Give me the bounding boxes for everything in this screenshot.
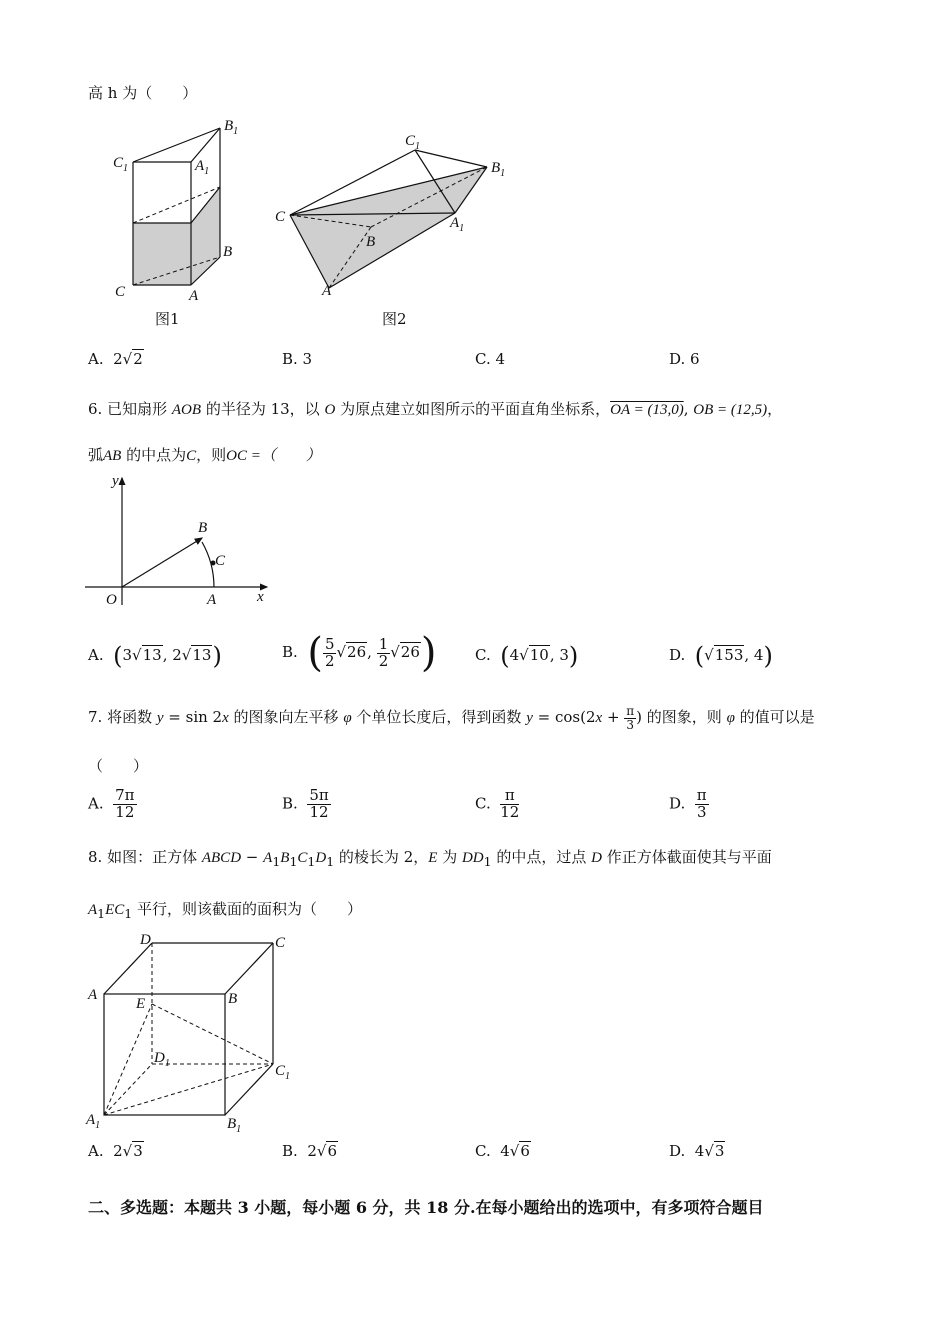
cube-label-d: D: [140, 932, 151, 948]
q6-line-1: 6. 已知扇形 AOB 的半径为 13，以 O 为原点建立如图所示的平面直角坐标系，OA = (13,0), OB = (12,5)，: [88, 400, 783, 418]
q5-option-d: D. 6: [669, 350, 700, 368]
q6-option-d: D. (√153, 4): [669, 642, 773, 670]
q7-line-2: （ ）: [88, 757, 149, 775]
cube-label-e: E: [136, 996, 146, 1012]
q6-option-c: C. (4√10, 3): [475, 642, 579, 670]
q5-figure-2: [272, 125, 522, 300]
cube-label-d1: $D_1$: [154, 1050, 170, 1069]
fig2-label-c1: $C_1$: [405, 133, 421, 152]
fig2-label-c: C: [275, 209, 286, 225]
q5-option-c: C. 4: [475, 350, 506, 368]
q6-coordinate-graph: [85, 470, 275, 610]
section-2-heading: 二、多选题：本题共 3 小题，每小题 6 分，共 18 分.在每小题给出的选项中，有多项符合题目: [88, 1198, 764, 1217]
fig1-label-c: C: [115, 284, 126, 300]
fig2-label-b1: $B_1$: [491, 160, 506, 179]
q8-option-c: C. 4√6: [475, 1142, 530, 1160]
q6-option-b: B. ( $\frac{5}{2}$ √26, $\frac{1}{2}$ √26): [282, 630, 437, 676]
q7-option-a: A. $\frac{7\pi}{12}$: [88, 786, 135, 821]
cube-label-c: C: [275, 935, 286, 951]
q8-option-b: B. 2√6: [282, 1142, 337, 1160]
q5-figure-1: [105, 110, 255, 305]
cube-label-b: B: [228, 991, 238, 1007]
graph-label-c: C: [215, 553, 226, 569]
q8-line-2: $A_1EC_1$ 平行，则该截面的面积为（ ）: [88, 900, 363, 921]
fig2-label-a1: $A_1$: [450, 215, 465, 234]
fig2-label-a: A: [322, 283, 332, 299]
graph-label-y: y: [112, 473, 119, 489]
q7-line-1: 7. 将函数 y = sin 2x 的图象向左平移 φ 个单位长度后，得到函数 y = cos(2x + $\frac{\pi}{3}$ ) 的图象，则 φ 的值可以是: [88, 704, 815, 732]
graph-label-b: B: [198, 520, 208, 536]
cube-label-c1: $C_1$: [275, 1063, 291, 1082]
graph-label-o: O: [106, 592, 117, 608]
q7-option-b: B. $\frac{5\pi}{12}$: [282, 786, 329, 821]
q5-option-a: A. 2√2: [88, 350, 143, 368]
q7-option-d: D. $\frac{\pi}{3}$: [669, 786, 707, 821]
graph-label-a: A: [207, 592, 217, 608]
cube-label-a: A: [88, 987, 98, 1003]
fig1-label-b: B: [223, 244, 233, 260]
fig1-caption: 图1: [155, 310, 180, 328]
fig2-label-b: B: [366, 234, 376, 250]
q8-line-1: 8. 如图：正方体 ABCD − $A_1B_1C_1D_1$ 的棱长为 2，E 为 $DD_1$ 的中点，过点 D 作正方体截面使其与平面: [88, 848, 772, 869]
q5-option-b: B. 3: [282, 350, 313, 368]
fig2-caption: 图2: [382, 310, 407, 328]
fig1-label-b1: $B_1$: [224, 118, 239, 137]
graph-label-x: x: [257, 589, 264, 605]
q8-option-a: A. 2√3: [88, 1142, 143, 1160]
fig1-label-a1: $A_1$: [195, 158, 210, 177]
q7-option-c: C. $\frac{\pi}{12}$: [475, 786, 520, 821]
fig1-label-c1: $C_1$: [113, 155, 129, 174]
cube-label-a1: $A_1$: [86, 1112, 101, 1131]
q6-option-a: A. (3√13, 2√13): [88, 642, 222, 670]
fig1-label-a: A: [189, 288, 199, 304]
q8-cube-figure: [85, 928, 300, 1133]
cube-label-b1: $B_1$: [227, 1116, 242, 1133]
q8-option-d: D. 4√3: [669, 1142, 725, 1160]
q6-line-2: 弧AB 的中点为C，则OC =（ ）: [88, 446, 321, 464]
q5-stem-tail: 高 h 为（ ）: [88, 84, 198, 102]
